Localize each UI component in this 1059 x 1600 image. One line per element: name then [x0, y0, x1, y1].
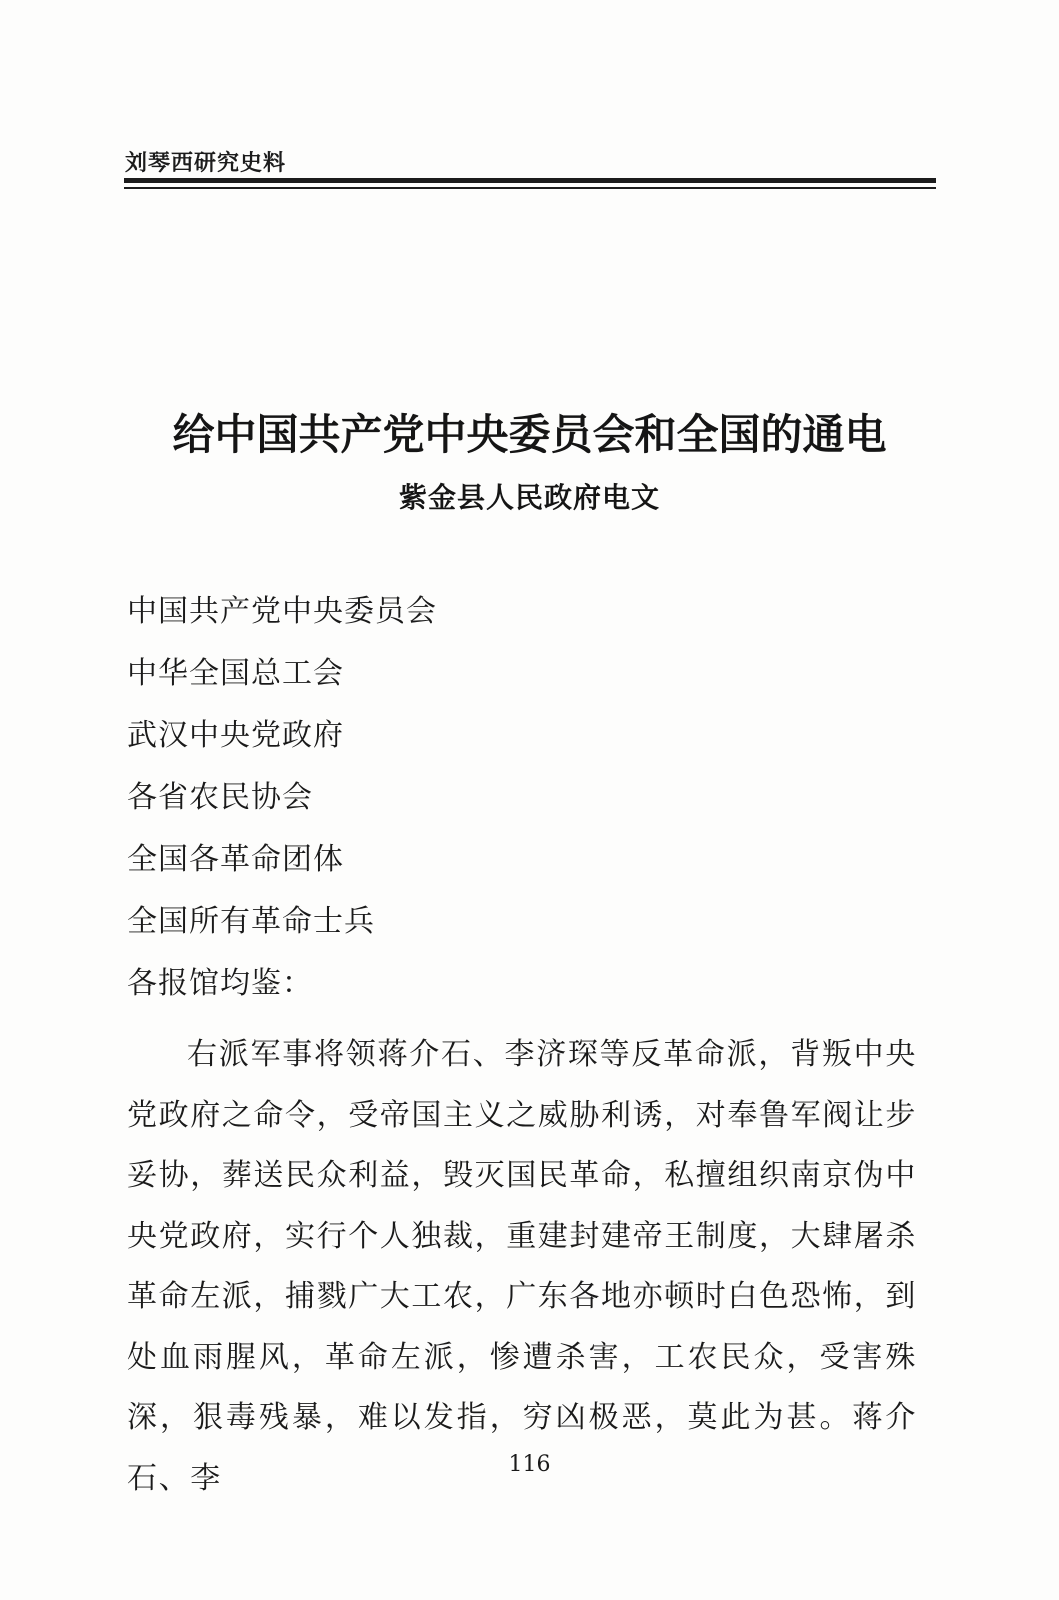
- recipient-line: 全国所有革命士兵: [127, 904, 375, 939]
- recipient-line: 全国各革命团体: [127, 842, 344, 877]
- document-title: 给中国共产党中央委员会和全国的通电: [172, 410, 887, 459]
- page-number: 116: [508, 1452, 551, 1477]
- recipient-line: 各报馆均鉴：: [127, 966, 313, 1001]
- header-rule-thin: [124, 187, 936, 189]
- header-rule-thick: [124, 178, 936, 183]
- recipient-line: 武汉中央党政府: [127, 718, 344, 753]
- recipient-list: [127, 590, 437, 1024]
- recipient-line: 中国共产党中央委员会: [127, 594, 437, 629]
- recipient-line: 中华全国总工会: [127, 656, 344, 691]
- document-subtitle: 紫金县人民政府电文: [398, 481, 660, 514]
- body-paragraph: 右派军事将领蒋介石、李济琛等反革命派，背叛中央党政府之命令，受帝国主义之威胁利诱，对奉鲁军阀让步妥协，葬送民众利益，毁灭国民革命，私擅组织南京伪中央党政府，实行个人独裁，重建封建帝王制度，大肆屠杀革命左派，捕戮广大工农，广东各地亦顿时白色恐怖，到处血雨腥风，革命左派，惨遭杀害，工农民众，受害殊深，狠毒残暴，难以发指，穷凶极恶，莫此为甚。蒋介石、李: [127, 1037, 917, 1496]
- running-header: 刘琴西研究史料: [125, 151, 287, 176]
- recipient-line: 各省农民协会: [127, 780, 313, 815]
